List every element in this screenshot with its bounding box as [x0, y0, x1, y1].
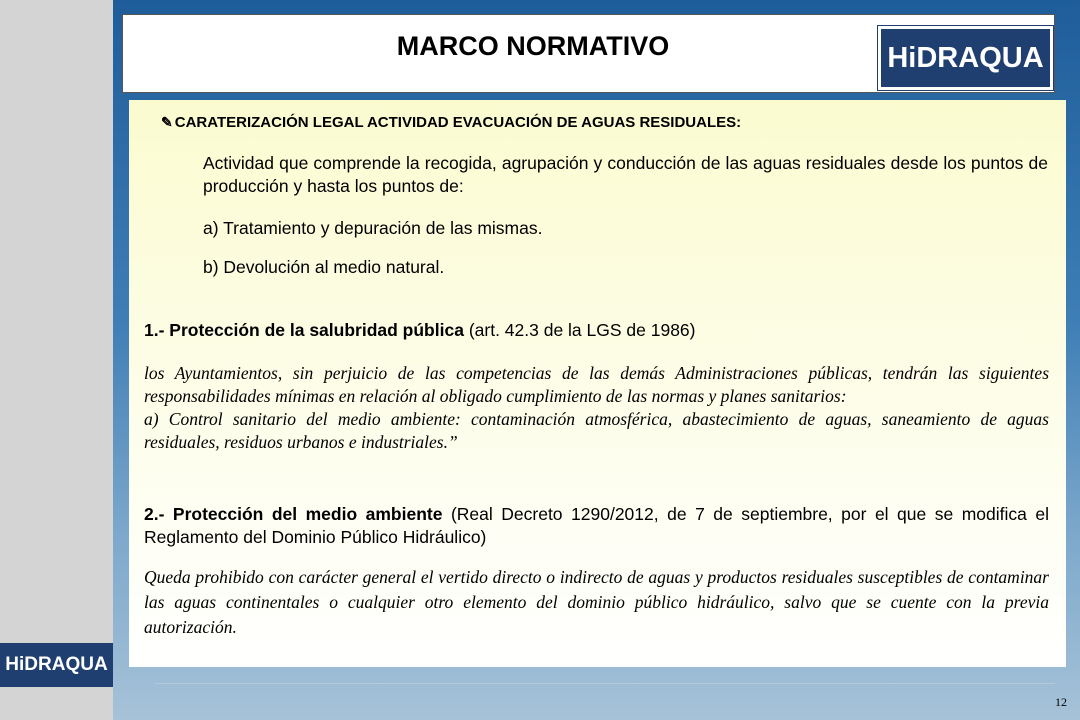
section-1-heading [144, 320, 1049, 341]
section-1-title: 1.- Protección de la salubridad pública [144, 320, 464, 340]
section-heading [161, 114, 741, 131]
page-title: MARCO NORMATIVO [396, 31, 670, 61]
quote-1 [144, 362, 1049, 454]
left-sidebar-strip [0, 0, 113, 720]
quote-1-text: los Ayuntamientos, sin perjuicio de las competencias de las demás Administraciones públicas, tendrán las siguientes responsabilidades mínimas en relación al obligado cumplimiento de las normas y planes sanitarios: [144, 363, 1049, 406]
bullet-icon: ✎ [161, 114, 173, 130]
quote-2: Queda prohibido con carácter general el vertido directo o indirecto de aguas y productos residuales susceptibles de contaminar las aguas continentales o cualquier otro elemento del dominio público hidráulico, salvo que se cuente con la previa autorización. [144, 567, 1049, 637]
section-2-title: 2.- Protección del medio ambiente [144, 504, 443, 524]
activity-description: Actividad que comprende la recogida, agrupación y conducción de las aguas residuales desde los puntos de producción y hasta los puntos de: [203, 153, 1048, 196]
section-2-heading [144, 503, 1049, 549]
header-logo [878, 26, 1053, 90]
section-2-reference: (Real Decreto 1290/2012, de 7 de septiembre, por el que se modifica el Reglamento del Dominio Público Hidráulico) [144, 504, 1049, 547]
sidebar-logo-text: HiDRAQUA [5, 654, 108, 675]
content-panel [129, 100, 1066, 667]
sidebar-logo [0, 643, 113, 687]
section-1-reference: (art. 42.3 de la LGS de 1986) [463, 320, 696, 340]
header-bar [122, 14, 1055, 93]
footer-divider [155, 683, 1055, 684]
list-item-a: a) Tratamiento y depuración de las mismas. [203, 218, 543, 238]
quote-1-item-a: a) Control sanitario del medio ambiente: contaminación atmosférica, abastecimiento de aguas, saneamiento de aguas residuales, residuos urbanos e industriales.” [144, 409, 1049, 452]
page-number: 12 [1055, 695, 1067, 709]
section-heading-text: CARATERIZACIÓN LEGAL ACTIVIDAD EVACUACIÓN DE AGUAS RESIDUALES: [174, 114, 742, 131]
list-item-b: b) Devolución al medio natural. [203, 257, 445, 277]
header-logo-text: HiDRAQUA [887, 41, 1044, 74]
